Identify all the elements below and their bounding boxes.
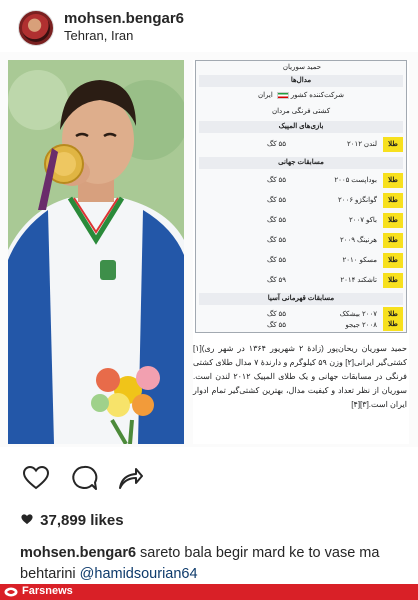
wiki-section-olympics: بازی‌های المپیک (199, 121, 403, 133)
wiki-weight: ۵۵ کگ (267, 257, 287, 264)
wiki-weight: ۵۵ کگ (267, 322, 287, 329)
wiki-section-world: مسابقات جهانی (199, 157, 403, 169)
caption-text: sareto bala begir mard ke to vase ma behtarini (20, 545, 380, 582)
wiki-medal-row (199, 191, 403, 211)
gold-medal-cell: طلا (383, 137, 403, 152)
wiki-event: لندن ۲۰۱۲ (346, 141, 377, 148)
avatar[interactable] (18, 10, 54, 46)
wiki-title: حمید سوریان (282, 64, 322, 71)
wiki-event: مسکو ۲۰۱۰ (342, 257, 377, 264)
wiki-weight: ۵۵ کگ (267, 217, 287, 224)
wiki-weight: ۵۵ کگ (267, 197, 287, 204)
wiki-event: باکو ۲۰۰۷ (348, 217, 377, 224)
gold-medal-cell: طلا (383, 253, 403, 268)
wiki-medal-row (199, 135, 403, 155)
wiki-section-medals: مدال‌ها (199, 75, 403, 87)
wiki-event: تاشکند ۲۰۱۴ (340, 277, 377, 284)
wiki-sport: کشتی فرنگی مردان (271, 108, 331, 115)
wiki-medal-row (199, 251, 403, 271)
likes-count[interactable] (20, 512, 124, 529)
gold-medal-cell: طلا (383, 319, 403, 331)
wiki-medal-row (199, 319, 403, 333)
wikipedia-screenshot (193, 60, 409, 444)
farsnews-logo-icon (4, 587, 18, 597)
wiki-event: ۲۰۰۸ جیجو (345, 322, 377, 329)
gold-medal-cell: طلا (383, 233, 403, 248)
share-icon[interactable] (116, 464, 144, 492)
caption-username[interactable]: mohsen.bengar6 (20, 545, 137, 561)
post-location[interactable]: Tehran, Iran (64, 28, 134, 43)
post-caption (20, 543, 410, 585)
wiki-country-row (199, 91, 403, 99)
wiki-infobox (195, 60, 407, 333)
post-header (0, 0, 418, 52)
wiki-medal-row (199, 211, 403, 231)
wiki-medal-row (199, 271, 403, 291)
wiki-section-asia: مسابقات قهرمانی آسیا (199, 293, 403, 305)
heart-icon[interactable] (22, 464, 50, 492)
comment-icon[interactable] (70, 464, 98, 492)
wiki-medal-row (199, 231, 403, 251)
wiki-event: هرنینگ ۲۰۰۹ (340, 237, 377, 244)
gold-medal-cell: طلا (383, 307, 403, 322)
likes-label: 37,899 likes (40, 512, 124, 529)
wiki-weight: ۵۵ کگ (267, 141, 287, 148)
wiki-event: گوانگژو ۲۰۰۶ (338, 197, 377, 204)
wiki-event: بوداپست ۲۰۰۵ (334, 177, 377, 184)
wiki-weight: ۵۵ کگ (267, 311, 287, 318)
heart-filled-icon (20, 513, 34, 526)
wiki-medal-row (199, 171, 403, 191)
wiki-event: ۲۰۰۷ بیشکک (339, 311, 377, 318)
wiki-weight: ۵۵ کگ (267, 177, 287, 184)
gold-medal-cell: طلا (383, 273, 403, 288)
wiki-weight: ۵۵ کگ (267, 237, 287, 244)
wiki-paragraph: حمید سوریان ریحان‌پور (زادهٔ ۲ شهریور ۱۳۶۴ در شهر ری)[۱] کشتی‌گیر ایرانی[۲] وزن ۵۹ کیلوگرم و دارندهٔ ۷ مدال طلای کشتی فرنگی در مسابقات جهانی و یک طلای المپیک ۲۰۱۲ لندن است. سوریان از نظر تعداد و کیفیت مدال، بهترین کشتی‌گیر تمام ادوار ایران است.[۳][۴] (193, 344, 407, 409)
action-bar (0, 460, 418, 494)
wiki-country: ایران (257, 92, 273, 99)
wiki-country-label: شرکت‌کننده کشور (290, 92, 345, 99)
post-image[interactable] (0, 52, 418, 447)
post-username[interactable]: mohsen.bengar6 (64, 10, 185, 27)
gold-medal-cell: طلا (383, 193, 403, 208)
iran-flag-icon (277, 92, 289, 99)
caption-mention[interactable]: @hamidsourian64 (79, 566, 198, 582)
gold-medal-cell: طلا (383, 173, 403, 188)
farsnews-bar (0, 584, 418, 600)
gold-medal-cell: طلا (383, 213, 403, 228)
wiki-weight: ۵۹ کگ (267, 277, 287, 284)
athlete-photo (8, 60, 184, 444)
farsnews-label: Farsnews (22, 585, 73, 597)
